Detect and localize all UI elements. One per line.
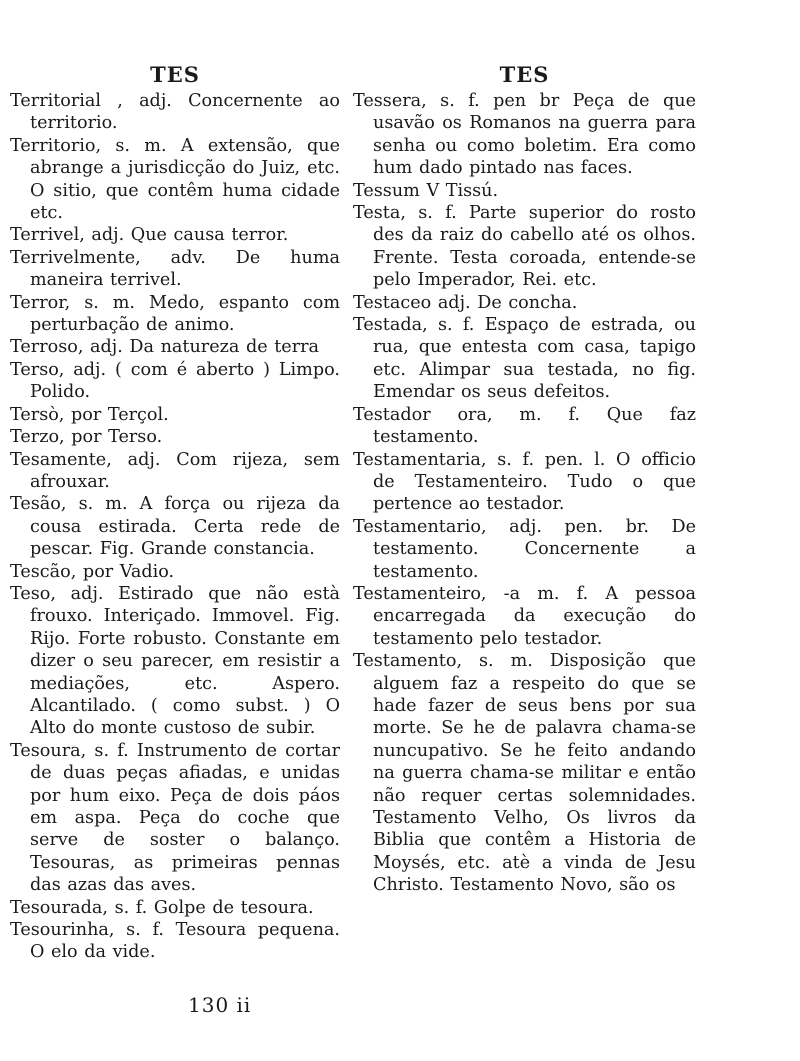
dictionary-entry: Terrivelmente, adv. De huma maneira terrivel.: [10, 247, 340, 291]
dictionary-entry: Testada, s. f. Espaço de estrada, ou rua, que entesta com casa, tapigo etc. Alimpar sua testada, no fig. Emendar os seus defeitos.: [353, 315, 696, 403]
dictionary-entry: Tessum V Tissú.: [353, 180, 499, 201]
dictionary-entry: Tesourinha, s. f. Tesoura pequena. O elo da vide.: [10, 920, 340, 963]
dictionary-entry: Tesão, s. m. A força ou rijeza da cousa estirada. Certa rede de pescar. Fig. Grande constancia.: [10, 494, 340, 560]
dictionary-entry: Territorial , adj. Concernente ao territorio.: [10, 91, 340, 134]
dictionary-entry: Testamentario, adj. pen. br. De testamento. Concernente a testamento.: [353, 516, 696, 582]
dictionary-entry: Testaceo adj. De concha.: [353, 292, 578, 313]
right-running-head: TES: [499, 62, 550, 87]
dictionary-entry: Testa, s. f. Parte superior do rosto des da raiz do cabello até os olhos. Frente. Testa coroada, entende-se pelo Imperador, Rei. etc.: [353, 203, 696, 291]
dictionary-entry: Terroso, adj. Da natureza de terra: [10, 337, 320, 358]
dictionary-entry: Tessera, s. f. pen br Peça de que usavão os Romanos na guerra para senha ou como boletim. Era como hum dado pintado nas faces.: [353, 91, 696, 179]
dictionary-entry: Testamentaria, s. f. pen. l. O officio de Testamenteiro. Tudo o que pertence ao testador.: [353, 449, 696, 515]
page-number: 130 ii: [188, 993, 252, 1017]
dictionary-entry: Testamento, s. m. Disposição que alguem faz a respeito do que se hade fazer de seus bens por sua morte. Se he de palavra chama-se nuncupativo. Se he feito andando na guerra chama-se militar e então não requer certas solemnidades. Testamento Velho, Os livros da Biblia que contêm a Historia de Moysés, etc. atè a vinda de Jesu Christo. Testamento Novo, são os: [353, 651, 696, 896]
right-entries: [353, 90, 696, 897]
left-column: [10, 62, 340, 964]
dictionary-entry: Territorio, s. m. A extensão, que abrange a jurisdicção do Juiz, etc. O sitio, que contêm huma cidade etc.: [10, 135, 340, 224]
dictionary-entry: Tersò, por Terçol.: [10, 404, 169, 425]
dictionary-entry: Tesourada, s. f. Golpe de tesoura.: [10, 897, 314, 918]
dictionary-entry: Terrivel, adj. Que causa terror.: [10, 225, 289, 246]
right-column: [353, 62, 696, 897]
dictionary-entry: Terzo, por Terso.: [10, 427, 163, 448]
dictionary-entry: Terror, s. m. Medo, espanto com perturbação de animo.: [10, 292, 340, 336]
dictionary-entry: Testamenteiro, -a m. f. A pessoa encarregada da execução do testamento pelo testador.: [353, 583, 696, 649]
dictionary-entry: Teso, adj. Estirado que não està frouxo. Interiçado. Immovel. Fig. Rijo. Forte robusto. Constante em dizer o seu parecer, em resistir a mediações, etc. Aspero. Alcantilado. ( como subst. ) O Alto do monte custoso de subir.: [10, 583, 340, 739]
left-entries: [10, 90, 340, 964]
dictionary-entry: Tescão, por Vadio.: [10, 561, 175, 582]
left-running-head: TES: [150, 62, 200, 87]
dictionary-entry: Tesoura, s. f. Instrumento de cortar de duas peças afiadas, e unidas por hum eixo. Peça de dois páos em aspa. Peça do coche que serve de soster o balanço. Tesouras, as primeiras pennas das azas das aves.: [10, 740, 340, 896]
dictionary-entry: Testador ora, m. f. Que faz testamento.: [353, 404, 696, 448]
dictionary-entry: Terso, adj. ( com é aberto ) Limpo. Polido.: [10, 359, 340, 403]
dictionary-entry: Tesamente, adj. Com rijeza, sem afrouxar.: [10, 449, 340, 492]
